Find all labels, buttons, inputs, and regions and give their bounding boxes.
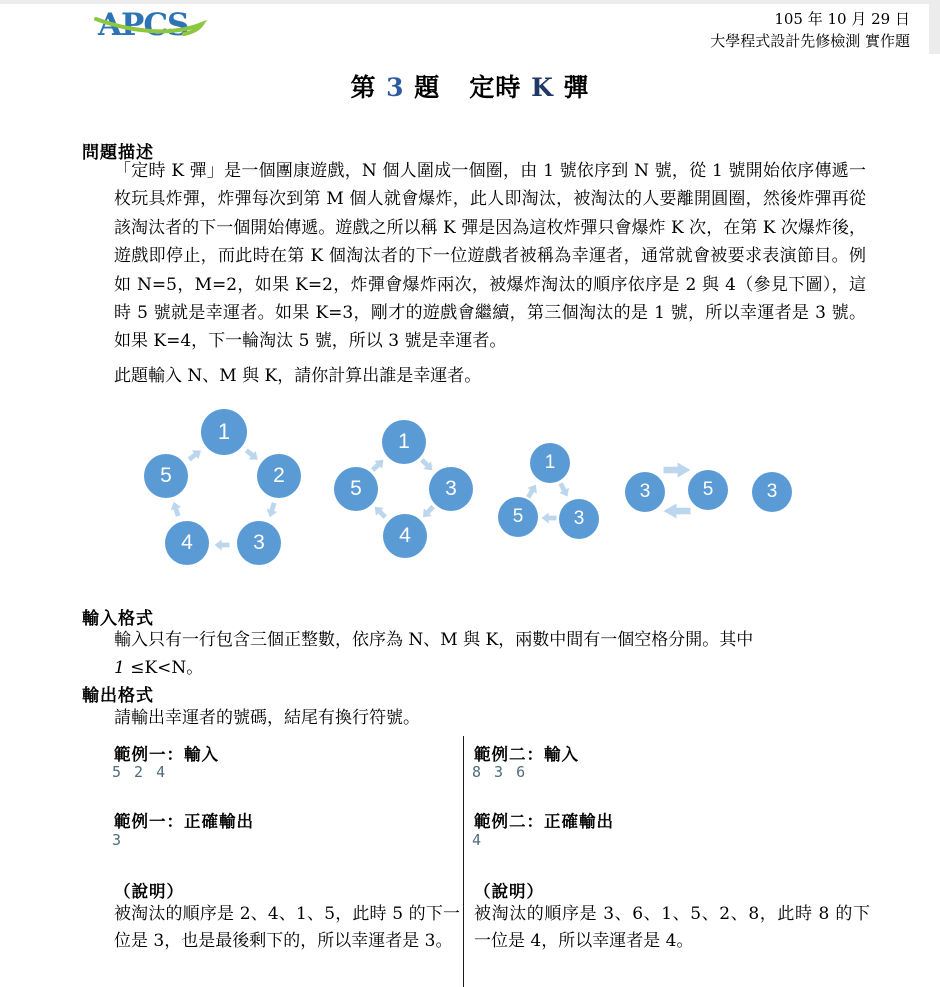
column-divider xyxy=(463,736,464,987)
example1-input-value: 5 2 4 xyxy=(112,763,168,781)
player-node: 5 xyxy=(498,497,538,537)
flow-arrow-icon xyxy=(243,446,262,464)
output-format-line: 請輸出幸運者的號碼，結尾有換行符號。 xyxy=(114,708,420,728)
flow-arrow-icon xyxy=(369,456,387,474)
flow-arrow-icon xyxy=(664,504,691,519)
player-node: 3 xyxy=(237,521,281,565)
constraint-rest: ≤K<N。 xyxy=(124,658,204,678)
player-node: 5 xyxy=(688,470,728,510)
constraint-number: 1 xyxy=(114,658,125,678)
section-heading-output: 輸出格式 xyxy=(82,686,154,706)
example1-output-value: 3 xyxy=(112,831,124,849)
title-part3: 彈 xyxy=(553,73,590,102)
player-node: 1 xyxy=(382,420,426,464)
flow-arrow-icon xyxy=(418,456,436,474)
section-heading-input: 輸入格式 xyxy=(82,609,154,629)
input-format-line1: 輸入只有一行包含三個正整數，依序為 N、M 與 K，兩數中間有一個空格分開。其中 xyxy=(114,630,754,650)
example2-note-heading: （說明） xyxy=(474,882,544,901)
flow-arrow-icon xyxy=(265,501,280,519)
flow-arrow-icon xyxy=(523,482,540,501)
exam-date: 105 年 10 月 29 日 xyxy=(774,10,910,28)
flow-arrow-icon xyxy=(169,500,184,518)
player-node: 3 xyxy=(625,472,665,512)
example2-output-heading: 範例二：正確輸出 xyxy=(474,812,614,831)
flow-arrow-icon xyxy=(186,446,205,464)
player-node: 4 xyxy=(165,521,209,565)
apcs-logo-text: APCS xyxy=(98,7,189,43)
player-node: 1 xyxy=(530,443,570,483)
example2-input-value: 8 3 6 xyxy=(472,763,528,781)
problem-title xyxy=(0,68,940,104)
player-node: 2 xyxy=(257,454,301,498)
player-node: 3 xyxy=(429,467,473,511)
flow-arrow-icon xyxy=(371,503,389,521)
title-part1: 第 xyxy=(350,73,387,102)
title-problem-number: 3 xyxy=(386,73,405,102)
example2-output-value: 4 xyxy=(472,831,484,849)
player-node: 5 xyxy=(144,454,188,498)
example1-output-heading: 範例一：正確輸出 xyxy=(114,812,254,831)
flow-arrow-icon xyxy=(664,463,691,478)
apcs-logo xyxy=(94,4,210,48)
example1-note-heading: （說明） xyxy=(114,882,184,901)
exam-subtitle: 大學程式設計先修檢測 實作題 xyxy=(710,32,910,50)
example1-input-heading: 範例一：輸入 xyxy=(114,745,219,764)
apcs-logo-graphic xyxy=(94,4,210,48)
example2-note-body: 被淘汰的順序是 3、6、1、5、2、8，此時 8 的下一位是 4，所以幸運者是 4。 xyxy=(474,904,870,951)
exam-header-info xyxy=(710,8,910,52)
player-node: 5 xyxy=(334,467,378,511)
player-node: 4 xyxy=(383,514,427,558)
section-heading-problem: 問題描述 xyxy=(82,143,154,163)
problem-paragraph-2: 此題輸入 N、M 與 K，請你計算出誰是幸運者。 xyxy=(114,366,482,386)
player-node: 3 xyxy=(752,472,792,512)
player-node: 1 xyxy=(201,409,247,455)
title-k-letter: K xyxy=(531,73,554,102)
page-edge-corner xyxy=(929,0,940,54)
flow-arrow-icon xyxy=(542,513,557,524)
flow-arrow-icon xyxy=(419,503,437,521)
flow-arrow-icon xyxy=(556,481,573,499)
example2-input-heading: 範例二：輸入 xyxy=(474,745,579,764)
title-part2: 題 定時 xyxy=(404,73,532,102)
example1-note-body: 被淘汰的順序是 2、4、1、5，此時 5 的下一位是 3，也是最後剩下的，所以幸運者是 3。 xyxy=(114,904,460,951)
player-node: 3 xyxy=(559,499,599,539)
problem-paragraph: 「定時 K 彈」是一個團康遊戲，N 個人圍成一個圈，由 1 號依序到 N 號，從 1 號開始依序傳遞一枚玩具炸彈，炸彈每次到第 M 個人就會爆炸，此人即淘汰，被淘汰的人要離開圓圈，然後炸彈再從該淘汰者的下一個開始傳遞。遊戲之所以稱 K 彈是因為這枚炸彈只會爆炸 K 次，在第 K 次爆炸後，遊戲即停止，而此時在第 K 個淘汰者的下一位遊戲者被稱為幸運者，通常就會被要求表演節目。例如 N=5，M=2，如果 K=2，炸彈會爆炸兩次，被爆炸淘汰的順序依序是 2 與 4（參見下圖），這時 5 號就是幸運者。如果 K=3，剛才的遊戲會繼續，第三個淘汰的是 1 號，所以幸運者是 3 號。如果 K=4，下一輪淘汰 5 號，所以 3 號是幸運者。 xyxy=(114,161,866,352)
flow-arrow-icon xyxy=(215,540,230,551)
input-format-constraint xyxy=(114,654,866,682)
